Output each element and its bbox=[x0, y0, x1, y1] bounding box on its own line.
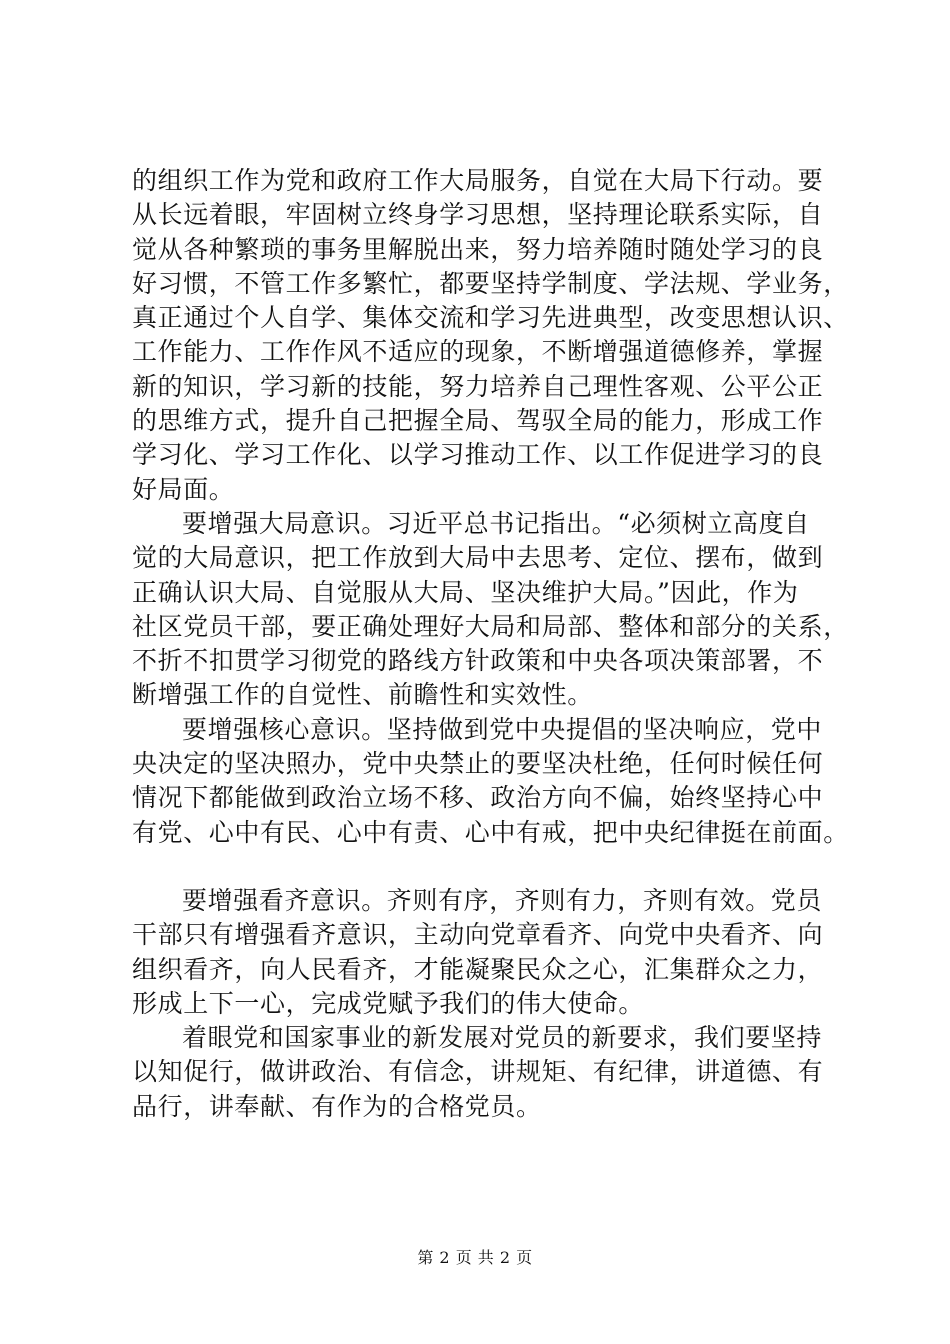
text-line: 学习化、学习工作化、以学习推动工作、以工作促进学习的良 bbox=[132, 440, 824, 470]
text-line: 真正通过个人自学、集体交流和学习先进典型，改变思想认识、 bbox=[132, 303, 849, 333]
text-line: 断增强工作的自觉性、前瞻性和实效性。 bbox=[132, 680, 593, 710]
paragraph-3 bbox=[132, 713, 849, 850]
text-line: 好习惯，不管工作多繁忙，都要坚持学制度、学法规、学业务， bbox=[132, 268, 849, 298]
text-line: 央决定的坚决照办，党中央禁止的要坚决杜绝，任何时候任何 bbox=[132, 749, 824, 779]
page-footer bbox=[0, 1245, 950, 1268]
text-line-indented: 要增强核心意识。坚持做到党中央提倡的坚决响应，党中 bbox=[182, 714, 823, 744]
text-line: 情况下都能做到政治立场不移、政治方向不偏，始终坚持心中 bbox=[132, 783, 824, 813]
text-line: 觉从各种繁琐的事务里解脱出来，努力培养随时随处学习的良 bbox=[132, 234, 824, 264]
text-line: 新的知识，学习新的技能，努力培养自己理性客观、公平公正 bbox=[132, 371, 824, 401]
text-line: 从长远着眼，牢固树立终身学习思想，坚持理论联系实际，自 bbox=[132, 200, 824, 230]
text-line: 的思维方式，提升自己把握全局、驾驭全局的能力，形成工作 bbox=[132, 406, 824, 436]
paragraph-2 bbox=[132, 507, 849, 713]
paragraph-4 bbox=[132, 884, 832, 1021]
text-line-indented: 要增强大局意识。习近平总书记指出。“必须树立高度自 bbox=[182, 508, 810, 538]
text-line: 有党、心中有民、心中有责、心中有戒，把中央纪律挺在前面。 bbox=[132, 817, 849, 847]
text-line: 组织看齐，向人民看齐，才能凝聚民众之心，汇集群众之力， bbox=[132, 954, 824, 984]
paragraph-spacer bbox=[132, 850, 832, 884]
text-line: 形成上下一心，完成党赋予我们的伟大使命。 bbox=[132, 988, 645, 1018]
paragraph-5 bbox=[132, 1021, 832, 1124]
text-line-indented: 着眼党和国家事业的新发展对党员的新要求，我们要坚持 bbox=[182, 1023, 823, 1053]
text-line: 觉的大局意识，把工作放到大局中去思考、定位、摆布，做到 bbox=[132, 543, 824, 573]
text-line: 正确认识大局、自觉服从大局、坚决维护大局。”因此，作为 bbox=[132, 577, 799, 607]
text-line-indented: 要增强看齐意识。齐则有序，齐则有力，齐则有效。党员 bbox=[182, 885, 823, 915]
text-line: 以知促行，做讲政治、有信念，讲规矩、有纪律，讲道德、有 bbox=[132, 1057, 824, 1087]
text-line: 工作能力、工作作风不适应的现象，不断增强道德修养，掌握 bbox=[132, 337, 824, 367]
document-body bbox=[132, 164, 849, 1124]
text-line: 的组织工作为党和政府工作大局服务，自觉在大局下行动。要 bbox=[132, 166, 824, 195]
text-line: 好局面。 bbox=[132, 474, 235, 504]
paragraph-1 bbox=[132, 164, 849, 507]
text-line: 品行，讲奉献、有作为的合格党员。 bbox=[132, 1091, 542, 1121]
text-line: 社区党员干部，要正确处理好大局和局部、整体和部分的关系， bbox=[132, 611, 849, 641]
text-line: 干部只有增强看齐意识，主动向党章看齐、向党中央看齐、向 bbox=[132, 920, 824, 950]
text-line: 不折不扣贯学习彻党的路线方针政策和中央各项决策部署，不 bbox=[132, 646, 824, 676]
page-number-label: 第 2 页 共 2 页 bbox=[417, 1248, 533, 1267]
